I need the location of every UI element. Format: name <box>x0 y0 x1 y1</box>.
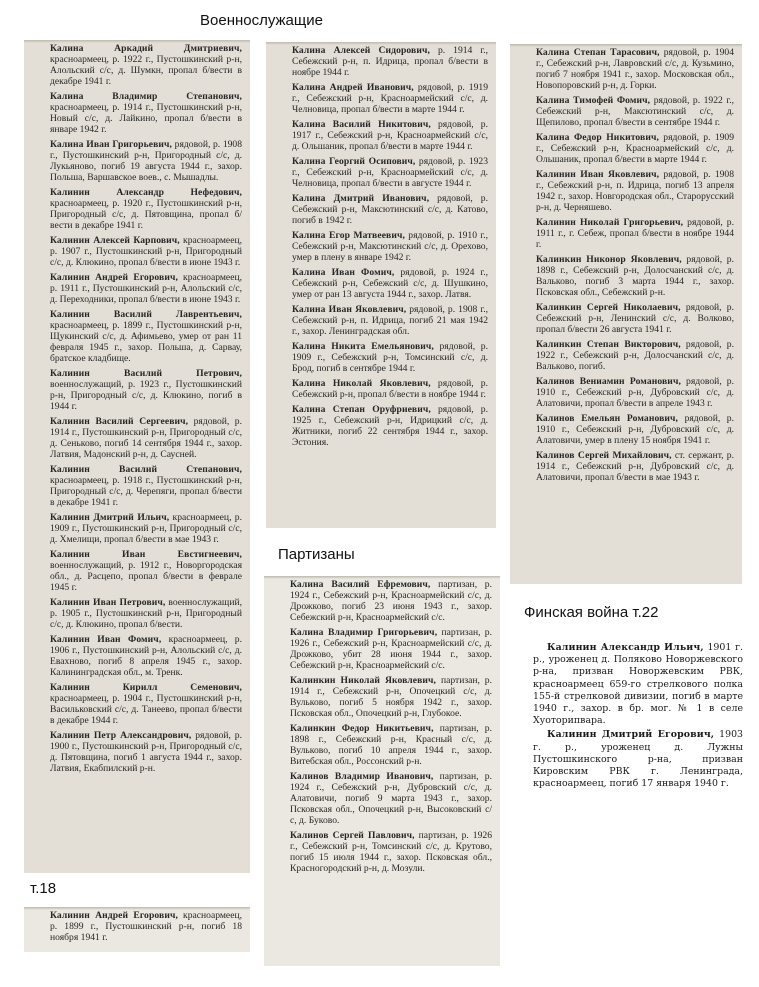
person-details: партизан, р. 1926 г., Себежский р-н, Томсинский с/с, д. Крутово, погиб 15 июля 1944 г., захор. Псковская обл., Красногородский р-н, д. Мозули. <box>290 830 492 874</box>
person-details: рядовой, р. 1909 г., Себежский р-н, Томсинский с/с, д. Брод, погиб в сентябре 1944 г. <box>292 341 488 374</box>
person-name: Калина Степан Тарасович, <box>536 47 660 58</box>
person-entry <box>50 309 242 364</box>
person-entry <box>536 95 734 128</box>
person-name: Калинин Иван Петрович, <box>50 597 166 608</box>
clipping-finnish-war <box>523 636 753 826</box>
person-entry <box>536 47 734 91</box>
person-entry <box>50 512 242 545</box>
heading-finnish-war: Финская война т.22 <box>524 604 659 621</box>
person-details: партизан, р. 1924 г., Себежский р-н, Дубровский с/с, д. Алатовичи, погиб 9 марта 1943 г., захор. Псковская обл., Опочецкий р-н, Высоковский с/с, д. Буково. <box>290 771 492 826</box>
person-entry <box>533 642 743 727</box>
person-entry <box>290 675 492 719</box>
person-entry <box>50 634 242 678</box>
person-details: красноармеец, р. 1911 г., Пустошкинский р-н, Алольский с/с, д. Переходники, пропал б/вести в июне 1943 г. <box>50 272 242 305</box>
person-entry <box>50 549 242 593</box>
person-entry <box>292 193 488 226</box>
person-entry <box>50 597 242 630</box>
person-name: Калинин Василий Петрович, <box>50 368 242 379</box>
person-name: Калина Алексей Сидорович, <box>292 45 430 56</box>
clipping-column-1 <box>24 40 250 873</box>
person-name: Калина Степан Оруфриевич, <box>292 404 431 415</box>
person-details: красноармеец, р. 1918 г., Пустошкинский р-н, Пригородный с/с, д. Черепяги, пропал б/вести в декабре 1941 г. <box>50 475 242 508</box>
person-entry <box>50 730 242 774</box>
person-name: Калина Василий Никитович, <box>292 119 431 130</box>
person-details: рядовой, р. Себежский р-н, Ленинский с/с, д. Волково, пропал б/вести 26 августа 1941 г. <box>536 302 734 335</box>
person-entry <box>292 45 488 78</box>
person-entry <box>50 368 242 412</box>
person-name: Калинов Владимир Иванович, <box>290 771 434 782</box>
clipping-column-1-volume-18 <box>24 907 250 952</box>
person-details: рядовой, р. Себежский р-н, Максютинский с/с, д. Катово, погиб в 1942 г. <box>292 193 488 226</box>
heading-volume-18: т.18 <box>30 880 57 897</box>
person-details: красноармеец, р. 1907 г., Пустошкинский р-н, Пригородный с/с, д. Клюкино, пропал б/вести в июне 1943 г. <box>50 235 242 268</box>
person-details: рядовой, р. 1922 г., Себежский р-н, Долосчанский с/с, д. Вальково, погиб. <box>536 339 734 372</box>
person-entry <box>50 464 242 508</box>
person-details: военнослужащий, р. 1905 г., Пустошкинский р-н, Пригородный с/с, д. Клюкино, пропал б/вести. <box>50 597 242 630</box>
person-entry <box>292 267 488 300</box>
person-details: рядовой, р. 1908 г., Себежский р-н, п. Идрица, погиб 13 апреля 1942 г., захор. Новгородская обл., Старорусский р-н, д. Черняшево. <box>536 169 735 213</box>
person-entry <box>290 627 492 671</box>
person-entry <box>536 339 734 372</box>
person-name: Калинин Василий Сергеевич, <box>50 416 189 427</box>
person-name: Калинин Николай Григорьевич, <box>536 217 684 228</box>
person-entry <box>50 187 242 231</box>
person-entry <box>292 119 488 152</box>
person-details: красноармеец, р. 1909 г., Пустошкинский р-н, Пригородный с/с, д. Хмелищи, пропал б/вести в мае 1943 г. <box>50 512 242 545</box>
person-entry <box>536 450 734 483</box>
person-details: рядовой, р. Себежский р-н, пропал б/вести в ноябре 1944 г. <box>292 378 488 400</box>
person-details: рядовой, р. 1909 г., Себежский р-н, Красноармейский с/с, д. Ольшаник, пропал б/вести в марте 1944 г. <box>536 132 735 165</box>
person-entry <box>50 235 242 268</box>
person-details: партизан, р. 1914 г., Себежский р-н, Опочецкий с/с, д. Вульково, погиб 5 ноября 1942 г., захор. Псковская обл., Опочецкий р-н, Глубокое. <box>290 675 492 719</box>
person-entry <box>536 413 734 446</box>
person-entry <box>292 378 488 400</box>
person-entry <box>536 132 734 165</box>
person-name: Калинкин Степан Викторович, <box>536 339 681 350</box>
person-entry <box>290 771 492 826</box>
person-name: Калинкин Николай Яковлевич, <box>290 675 437 686</box>
person-name: Калинкин Федор Никитьевич, <box>290 723 434 734</box>
person-name: Калина Георгий Осипович, <box>292 156 416 167</box>
person-name: Калинов Емельян Романович, <box>536 413 679 424</box>
person-details: рядовой, р. 1910 г., Себежский р-н, Дубровский с/с, д. Алатовичи, умер в плену 15 ноября 1941 г. <box>536 413 734 446</box>
person-entry <box>290 830 492 874</box>
person-name: Калина Владимир Григорьевич, <box>290 627 438 638</box>
person-entry <box>292 230 488 263</box>
person-name: Калинин Петр Александрович, <box>50 730 192 741</box>
person-details: рядовой, р. 1922 г., Себежский р-н, Максютинский с/с, д. Щепилово, пропал б/вести в сентябре 1944 г. <box>536 95 734 128</box>
person-name: Калина Егор Матвеевич, <box>292 230 405 241</box>
person-name: Калинин Иван Яковлевич, <box>536 169 660 180</box>
person-details: красноармеец, р. 1922 г., Пустошкинский р-н, Алольский с/с, д. Шумкн, пропал б/вести в декабре 1941 г. <box>50 54 242 87</box>
person-details: рядовой, р. 1910 г., Себежский р-н, Максютинский с/с, д. Орехово, умер в плену в январе 1942 г. <box>292 230 488 263</box>
person-entry <box>50 416 242 460</box>
person-entry <box>536 302 734 335</box>
person-entry <box>290 723 492 767</box>
person-entry <box>50 43 242 87</box>
person-details: красноармеец, р. 1899 г., Пустошкинский р-н, погиб 18 ноября 1941 г. <box>50 910 242 943</box>
person-details: 1901 г. р., уроженец д. Поляково Новоржевского р-на, призван Новоржевским РВК, красноармеец 659-го стрелкового полка 155-й стрелковой дивизии, погиб в марте 1940 г., захор. в бр. мог. № 1 в селе Хуоторипвара. <box>533 642 743 727</box>
person-name: Калина Василий Ефремович, <box>290 579 431 590</box>
person-entry <box>536 217 734 250</box>
person-details: военнослужащий, р. 1923 г., Пустошкинский р-н, Пригородный с/с, д. Клюкино, погиб в 1944 г. <box>50 379 242 412</box>
heading-partisans: Партизаны <box>278 546 355 563</box>
person-entry <box>292 156 488 189</box>
person-details: рядовой, р. 1917 г., Себежский р-н, Красноармейский с/с, д. Ольшаник, пропал б/вести в марте 1944 г. <box>292 119 488 152</box>
person-details: красноармеец, р. 1904 г., Пустошкинский р-н, Васильковский с/с, д. Танеево, пропал б/вести в декабре 1944 г. <box>50 693 242 726</box>
person-details: военнослужащий, р. 1912 г., Новоргородская обл., д. Расцепо, пропал б/вести в феврале 1945 г. <box>50 560 242 593</box>
person-name: Калина Федор Никитович, <box>536 132 659 143</box>
person-details: р. 1914 г., Себежский р-н, п. Идрица, пропал б/вести в ноябре 1944 г. <box>292 45 489 78</box>
person-details: партизан, р. 1926 г., Себежский р-н, Красноармейский с/с, д. Дрожково, убит 28 июня 1944 г., захор. Себежский р-н, Красноармейский с/с. <box>290 627 492 671</box>
person-entry <box>50 91 242 135</box>
clipping-column-2 <box>266 42 496 528</box>
person-entry <box>50 139 242 183</box>
person-details: партизан, р. 1924 г., Себежский р-н, Красноармейский с/с, д. Дрожково, погиб 23 июня 1943 г., захор. Себежский р-н, Красноармейский с/с. <box>290 579 492 623</box>
person-details: рядовой, р. 1911 г., г. Себеж, пропал б/вести в ноябре 1944 г. <box>536 217 734 250</box>
person-name: Калинин Иван Евстигнеевич, <box>50 549 242 560</box>
person-entry <box>292 304 488 337</box>
clipping-column-2-partisans <box>264 576 500 966</box>
person-details: красноармеец, р. 1914 г., Пустошкинский р-н, Новый с/с, д. Лайкино, пропал б/вести в январе 1942 г. <box>50 102 242 135</box>
person-name: Калинин Андрей Егорович, <box>50 910 178 921</box>
person-name: Калинкин Никонор Яковлевич, <box>536 254 682 265</box>
person-name: Калина Иван Григорьевич, <box>50 139 173 150</box>
person-name: Калинов Вениамин Романович, <box>536 376 681 387</box>
person-name: Калина Тимофей Фомич, <box>536 95 651 106</box>
person-entry <box>50 272 242 305</box>
person-entry <box>50 682 242 726</box>
person-details: рядовой, р. 1900 г., Пустошкинский р-н, Пригородный с/с, д. Пятовщина, погиб 1 августа 1944 г., захор. Латвия, Екабпилский р-н. <box>50 730 242 774</box>
person-entry <box>290 579 492 623</box>
person-name: Калинин Василий Степанович, <box>50 464 242 475</box>
person-details: рядовой, р. 1924 г., Себежский р-н, Себежский с/с, д. Шушкино, умер от ран 13 августа 1944 г., захор. Латвя. <box>292 267 488 300</box>
person-name: Калинин Александр Нефедович, <box>50 187 242 198</box>
person-name: Калина Николай Яковлевич, <box>292 378 431 389</box>
person-name: Калинин Василий Лаврентьевич, <box>50 309 242 320</box>
person-name: Калинкин Сергей Николаевич, <box>536 302 681 313</box>
person-details: партизан, р. 1898 г., Себежский р-н, Красный с/с, д. Вульково, погиб 10 апреля 1944 г., захор. Витебская обл., Россонский р-н. <box>290 723 492 767</box>
heading-military: Военнослужащие <box>200 12 323 29</box>
person-entry <box>533 729 743 790</box>
person-details: красноармеец, р. 1920 г., Пустошкинский р-н, Пригородный с/с, д. Пятовщина, пропал б/вести в декабре 1941 г. <box>50 198 242 231</box>
person-entry <box>50 910 242 943</box>
person-name: Калинин Александр Ильич, <box>547 642 704 653</box>
person-entry <box>292 82 488 115</box>
person-details: ст. сержант, р. 1914 г., Себежский р-н, Дубровский с/с, д. Алатовичи, пропал б/вести в мае 1943 г. <box>536 450 734 483</box>
person-details: красноармеец, р. 1899 г., Пустошкинский р-н, Щукинский с/с, д. Афимьево, умер от ран 11 февраля 1945 г., захор. Польша, д. Сарвау, братское кладбище. <box>50 320 242 364</box>
person-details: рядовой, р. 1904 г., Себежский р-н, Лавровский с/с, д. Кузьмино, погиб 7 ноября 1941 г., захор. Московская обл., Новопоровский р-н, д. Горки. <box>536 47 734 91</box>
person-name: Калинин Дмитрий Ильич, <box>50 512 170 523</box>
person-details: рядовой, р. 1898 г., Себежский р-н, Долосчанский с/с, д. Вальково, погиб 3 марта 1944 г., захор. Псковская обл., Себежский р-н. <box>536 254 734 298</box>
person-name: Калинин Иван Фомич, <box>50 634 162 645</box>
clipping-column-3 <box>510 44 742 584</box>
person-details: рядовой, р. 1910 г., Себежский р-н, Дубровский с/с, д. Алатовичи, пропал б/вести в апреле 1943 г. <box>536 376 734 409</box>
person-name: Калина Аркадий Дмитриевич, <box>50 43 242 54</box>
person-details: рядовой, р. 1923 г., Себежский р-н, Красноармейский с/с, д. Челновица, пропал б/вести в августе 1944 г. <box>292 156 489 189</box>
person-name: Калинин Андрей Егорович, <box>50 272 178 283</box>
person-details: рядовой, р. 1914 г., Пустошкинский р-н, Пригородный с/с, д. Сеньково, погиб 14 сентября 1944 г., захор. Латвия, Мадонский р-н, д. Саусней. <box>50 416 242 460</box>
person-name: Калинов Сергей Павлович, <box>290 830 415 841</box>
person-entry <box>536 376 734 409</box>
person-name: Калинов Сергей Михайлович, <box>536 450 672 461</box>
person-details: рядовой, р. 1925 г., Себежский р-н, Идрицкий с/с, д. Житники, погиб 22 сентября 1944 г., захор. Эстония. <box>292 404 488 448</box>
person-name: Калина Дмитрий Иванович, <box>292 193 430 204</box>
person-name: Калинин Дмитрий Егорович, <box>547 729 715 741</box>
person-name: Калина Владимир Степанович, <box>50 91 242 102</box>
person-entry <box>292 341 488 374</box>
person-name: Калина Иван Фомич, <box>292 267 395 278</box>
person-name: Калина Андрей Иванович, <box>292 82 414 93</box>
person-details: рядовой, р. 1908 г., Пустошкинский р-н, Пригородный с/с, д. Лукьяново, погиб 19 августа 1944 г., захор. Польша, Варшавское воев., с. Мышадлы. <box>50 139 243 183</box>
person-details: рядовой, р. 1919 г., Себежский р-н, Красноармейский с/с, д. Челновица, пропал б/вести в марте 1944 г. <box>292 82 488 115</box>
person-name: Калинин Кирилл Семенович, <box>50 682 242 693</box>
person-name: Калина Иван Яковлевич, <box>292 304 407 315</box>
person-entry <box>292 404 488 448</box>
person-details: 1903 г. р., уроженец д. Лужны Пустошкинского р-на, призван Кировским РВК г. Ленинграда, красноармеец, погиб 17 января 1940 г. <box>533 729 744 790</box>
person-details: красноармеец, р. 1906 г., Пустошкинский р-н, Алольский с/с, д. Евахново, погиб 8 апреля 1945 г., захор. Калининградская обл., м. Тренк. <box>50 634 242 678</box>
person-name: Калинин Алексей Карпович, <box>50 235 180 246</box>
person-details: рядовой, р. 1908 г., Себежский р-н, п. Идрица, погиб 21 мая 1942 г., захор. Ленинградская обл. <box>292 304 488 337</box>
person-entry <box>536 254 734 298</box>
person-name: Калина Никита Емельянович, <box>292 341 434 352</box>
person-entry <box>536 169 734 213</box>
